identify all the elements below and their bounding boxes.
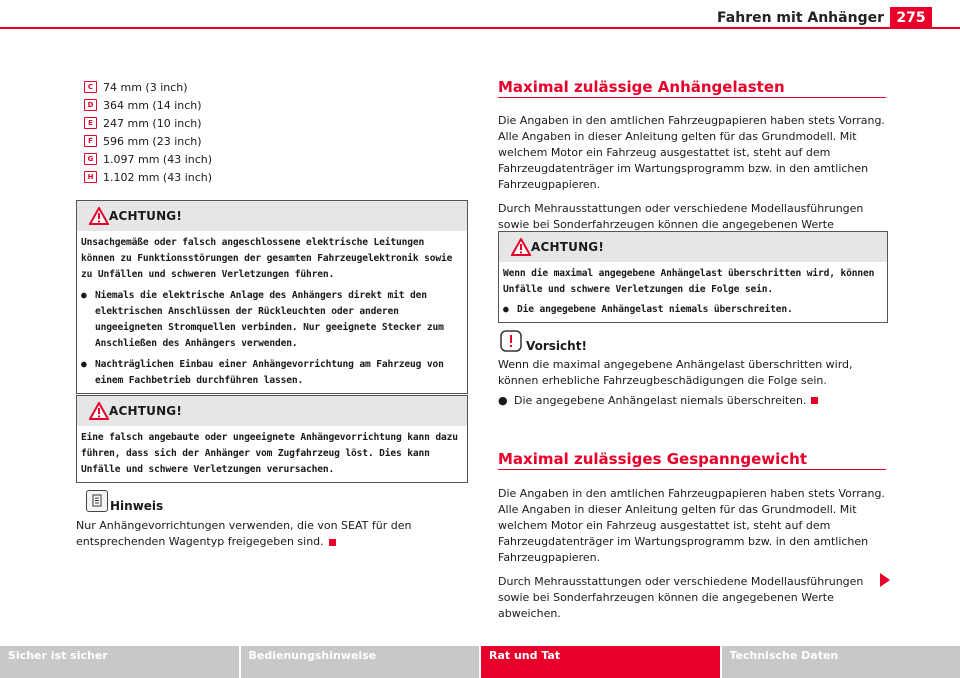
caution-icon [500,330,522,352]
hinweis-text [76,518,471,550]
footer-tab-rat-und-tat[interactable]: Rat und Tat [481,646,720,678]
bullet-icon: ● [498,394,508,407]
next-page-arrow-icon[interactable] [880,573,890,587]
paragraph: Durch Mehrausstattungen oder verschiedene Modellausführungen sowie bei Sonderfahrzeugen können die angegebenen Werte abweichen. [498,575,864,620]
warning-intro: Eine falsch angebaute oder ungeeignete Anhängevorrichtung kann dazu führen, dass sich der Anhänger vom Zugfahrzeug löst. Dies kann Unfälle und schwere Verletzungen verursachen. [81,432,458,475]
hinweis-title: Hinweis [110,499,164,513]
list-item [84,150,212,168]
list-item [84,132,212,150]
info-note-icon [86,490,108,512]
warning-bullet: Die angegebene Anhängelast niemals überschreiten. [517,304,793,315]
list-item [84,96,212,114]
warning-title: ACHTUNG! [109,404,183,418]
footer-tab-bedienung[interactable]: Bedienungshinweise [241,646,480,678]
warning-box-electrical [76,200,468,394]
warning-body [77,231,467,393]
section-end-marker [811,397,818,404]
warning-bullet: Nachträglichen Einbau einer Anhängevorrichtung am Fahrzeug von einem Fachbetrieb durchführen lassen. [95,359,444,386]
callout-badge: G [84,153,97,165]
bullet-icon: ● [81,290,87,301]
page-title: Fahren mit Anhänger [717,10,884,26]
bullet-icon: ● [81,359,87,370]
dimension-value: 74 mm (3 inch) [103,80,188,94]
warning-body [499,262,887,322]
callout-badge: D [84,99,97,111]
list-item [84,168,212,186]
warning-intro: Wenn die maximal angegebene Anhängelast überschritten wird, können Unfälle und schwere Verletzungen die Folge sein. [503,268,875,295]
dimension-value: 247 mm (10 inch) [103,116,202,130]
warning-box-hitch [76,395,468,483]
callout-badge: F [84,135,97,147]
list-item [84,114,212,132]
footer-tab-technische-daten[interactable]: Technische Daten [722,646,960,678]
warning-intro: Unsachgemäße oder falsch angeschlossene elektrische Leitungen können zu Funktionsstörungen der gesamten Fahrzeugelektronik sowie zu Unfällen und schweren Verletzungen führen. [81,237,453,280]
hinweis-body: Nur Anhängevorrichtungen verwenden, die von SEAT für den entsprechenden Wagentyp freigegeben sind. [76,519,412,548]
section-rule [498,97,886,98]
list-item [498,393,890,409]
footer-tab-sicher[interactable]: Sicher ist sicher [0,646,239,678]
section-rule [498,469,886,470]
section-end-marker [329,539,336,546]
paragraph: Die Angaben in den amtlichen Fahrzeugpapieren haben stets Vorrang. Alle Angaben in dieser Anleitung gelten für das Grundmodell. Mit welchem Motor ein Fahrzeug ausgestattet ist, steht auf dem Fahrzeugdatenträger im Wartungsprogramm bzw. in den amtlichen Fahrzeugpapieren. [498,487,885,564]
list-item [503,302,883,318]
page-number: 275 [890,7,932,29]
list-item [81,357,463,389]
warning-header [77,201,467,231]
callout-badge: H [84,171,97,183]
vorsicht-body [498,357,890,409]
warning-body [77,426,467,482]
warning-box-anhaengelast [498,231,888,323]
warning-header [77,396,467,426]
warning-triangle-icon [89,402,109,420]
dimension-value: 596 mm (23 inch) [103,134,202,148]
footer-nav [0,646,960,678]
warning-title: ACHTUNG! [109,209,183,223]
dimension-list [84,78,212,186]
paragraph: Die Angaben in den amtlichen Fahrzeugpapieren haben stets Vorrang. Alle Angaben in dieser Anleitung gelten für das Grundmodell. Mit welchem Motor ein Fahrzeug ausgestattet ist, steht auf dem Fahrzeugdatenträger im Wartungsprogramm bzw. in den amtlichen Fahrzeugpapieren. [498,114,885,191]
paragraph: Wenn die maximal angegebene Anhängelast überschritten wird, können erhebliche Fahrzeugbeschädigungen die Folge sein. [498,358,853,387]
warning-triangle-icon [89,207,109,225]
dimension-value: 1.097 mm (43 inch) [103,152,213,166]
section-title-gespanngewicht: Maximal zulässiges Gespanngewicht [498,450,807,468]
section-title-anhaengelasten: Maximal zulässige Anhängelasten [498,78,785,96]
dimension-value: 1.102 mm (43 inch) [103,170,213,184]
dimension-value: 364 mm (14 inch) [103,98,202,112]
paragraph: Durch Mehrausstattungen oder verschiedene Modellausführungen sowie bei Sonderfahrzeugen können die angegebenen Werte [498,202,864,231]
header-rule [0,27,960,29]
list-item [81,288,463,352]
warning-title: ACHTUNG! [531,240,605,254]
warning-triangle-icon [511,238,531,256]
warning-header [499,232,887,262]
callout-badge: E [84,117,97,129]
warning-bullet: Niemals die elektrische Anlage des Anhängers direkt mit den elektrischen Anschlüssen der Rückleuchten oder anderen ungeeigneten Stromquellen verbinden. Nur geeignete Stecker zum Anschließen des Anhängers verwenden. [95,290,444,349]
section-body [498,486,890,630]
vorsicht-title: Vorsicht! [526,339,587,353]
callout-badge: C [84,81,97,93]
list-item [84,78,212,96]
vorsicht-bullet: Die angegebene Anhängelast niemals überschreiten. [514,394,807,407]
bullet-icon: ● [503,304,509,315]
